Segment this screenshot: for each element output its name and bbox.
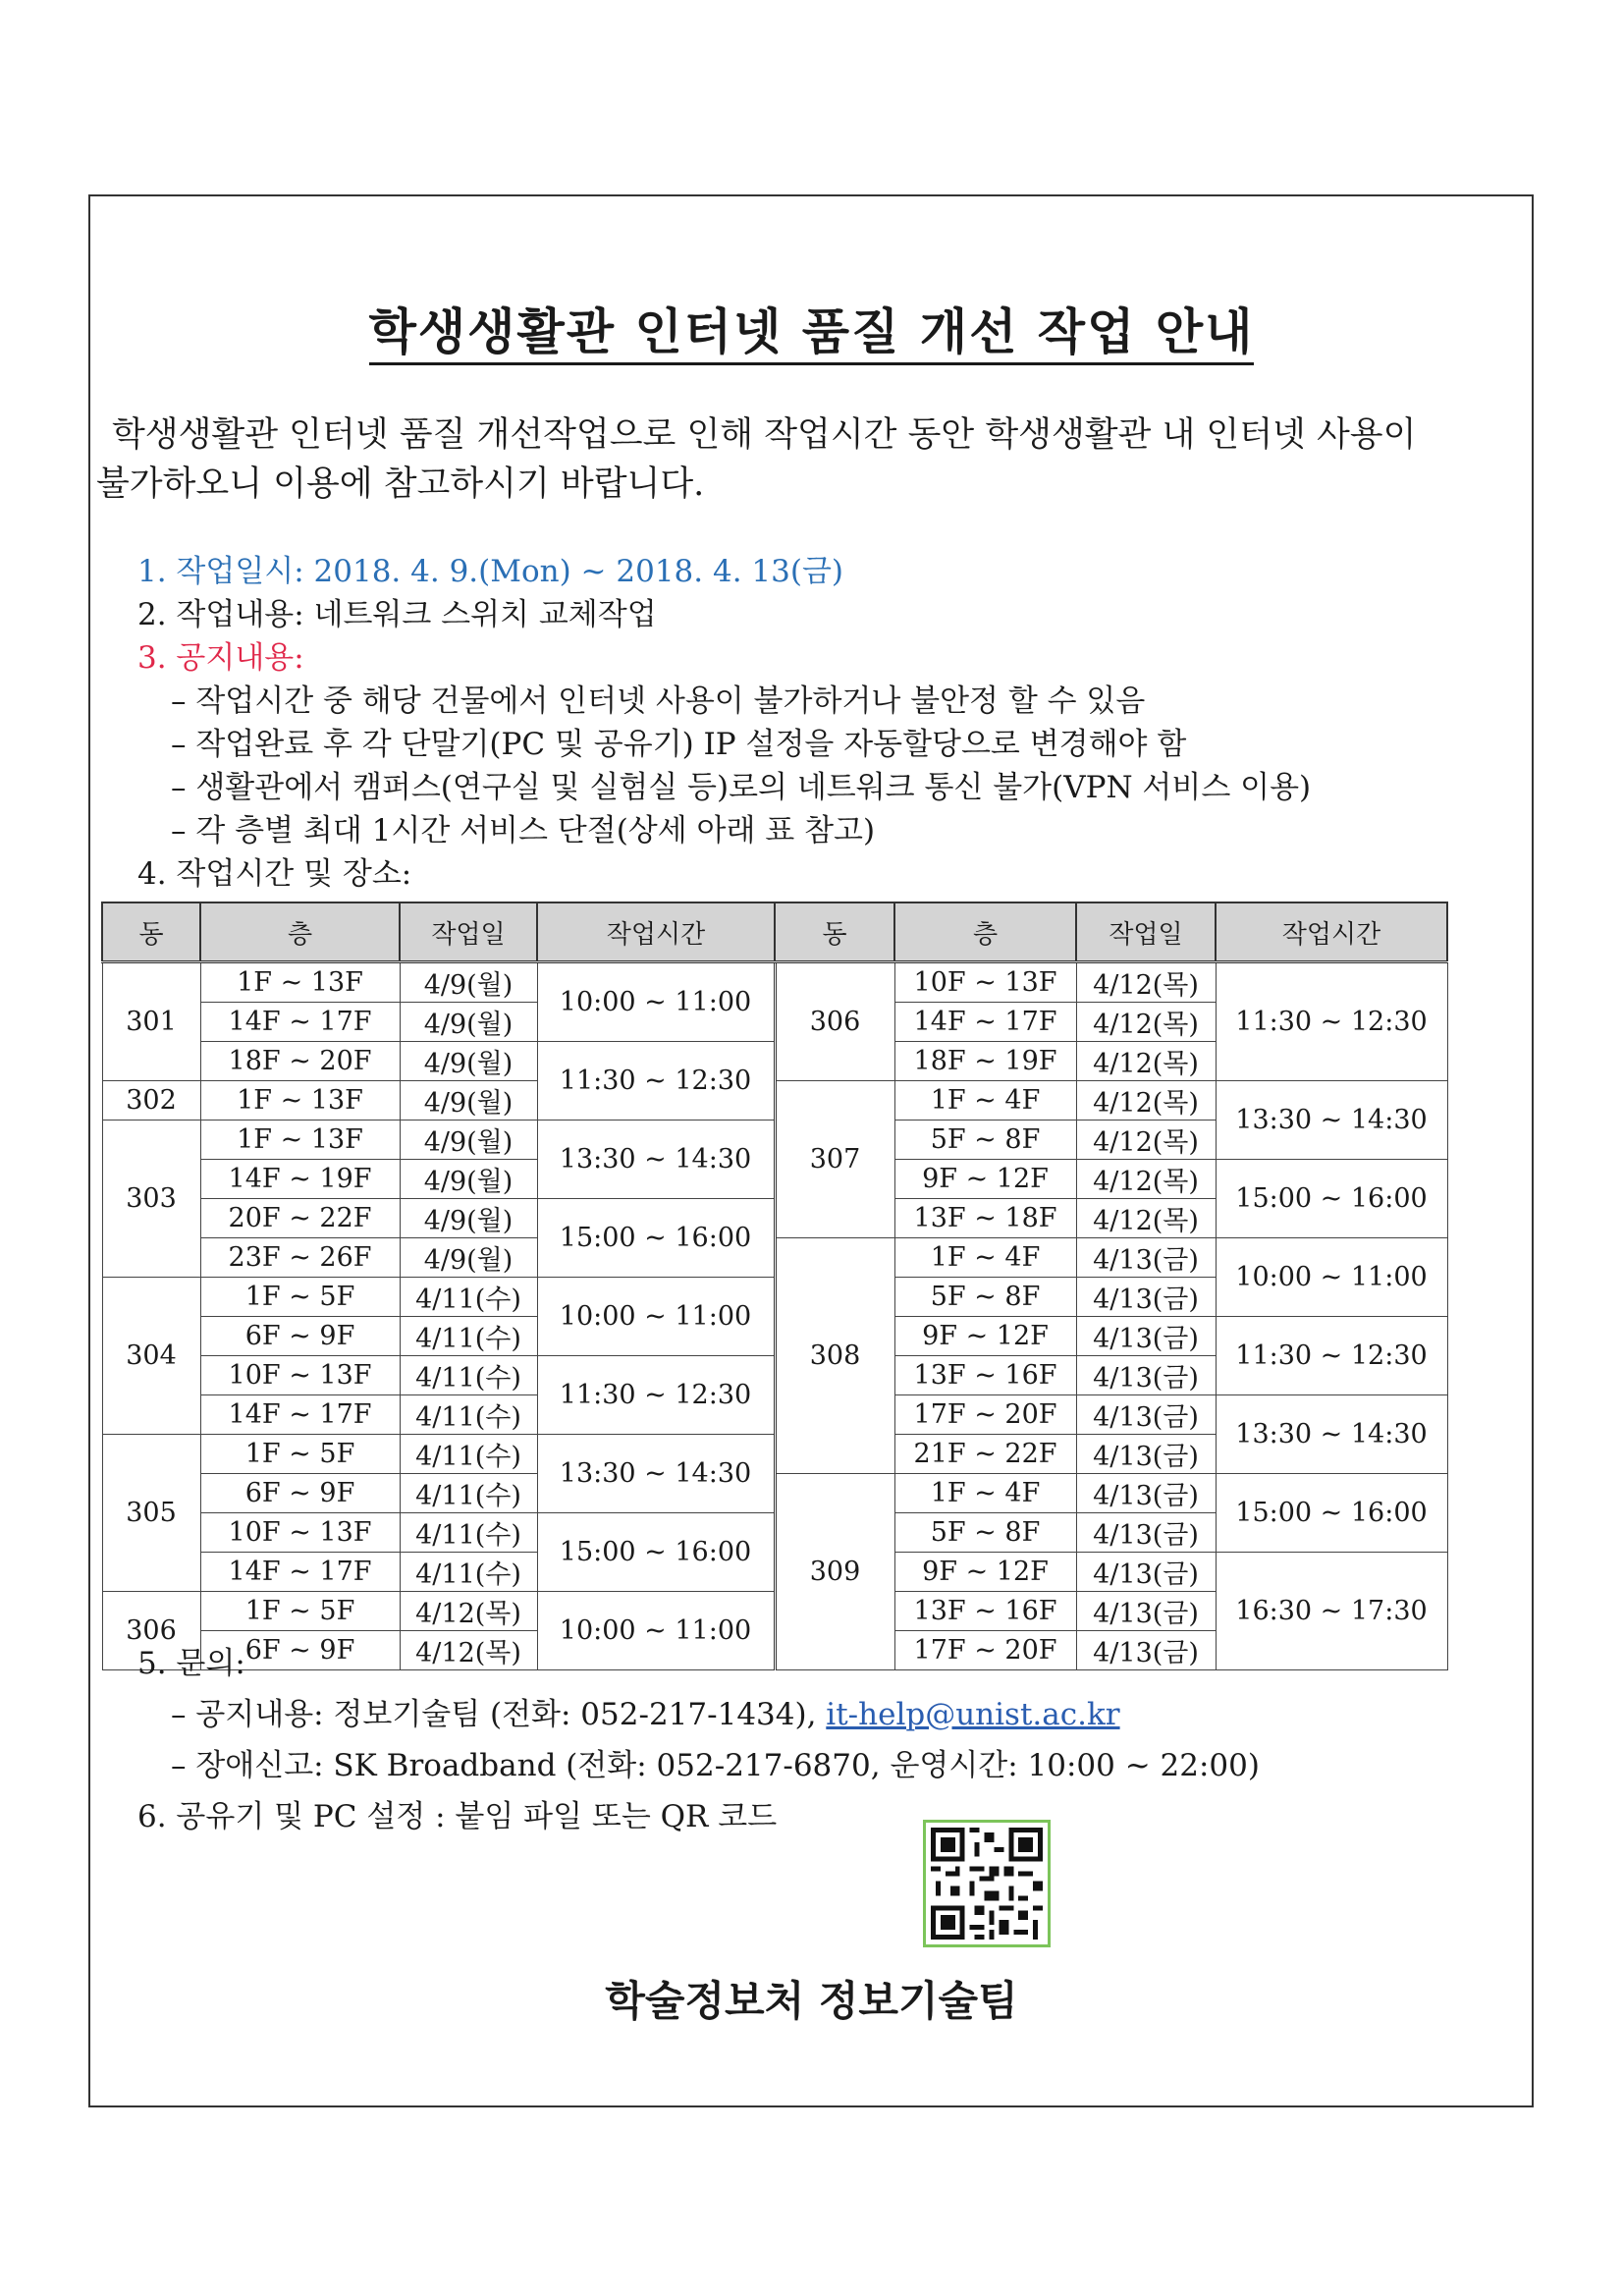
floor-cell: 9F ~ 12F xyxy=(894,1160,1076,1199)
date-cell: 4/11(수) xyxy=(400,1356,537,1395)
date-cell: 4/13(금) xyxy=(1076,1356,1216,1395)
intro-line-1: 학생생활관 인터넷 품질 개선작업으로 인해 작업시간 동안 학생생활관 내 인터넷 사용이 xyxy=(112,415,1417,455)
date-cell: 4/9(월) xyxy=(400,1003,537,1042)
floor-cell: 1F ~ 13F xyxy=(200,1081,400,1121)
floor-cell: 18F ~ 19F xyxy=(894,1042,1076,1081)
item-work-content-value: 네트워크 스위치 교체작업 xyxy=(313,597,657,632)
contact-section xyxy=(137,1638,1512,1842)
time-cell: 16:30 ~ 17:30 xyxy=(1216,1553,1447,1670)
floor-cell: 1F ~ 13F xyxy=(200,962,400,1003)
header-building: 동 xyxy=(775,902,894,962)
time-cell: 11:30 ~ 12:30 xyxy=(1216,962,1447,1081)
fault-contact: – 장애신고: SK Broadband (전화: 052-217-6870, 운영시간: 10:00 ~ 22:00) xyxy=(171,1748,1260,1783)
item-work-date xyxy=(137,550,1473,593)
time-cell: 11:30 ~ 12:30 xyxy=(537,1356,775,1435)
item-work-content-label: 2. 작업내용: xyxy=(137,597,304,632)
item-router-setup: 6. 공유기 및 PC 설정 : 붙임 파일 또는 QR 코드 xyxy=(137,1799,778,1834)
time-cell: 13:30 ~ 14:30 xyxy=(1216,1081,1447,1160)
time-cell: 13:30 ~ 14:30 xyxy=(537,1121,775,1199)
time-cell: 13:30 ~ 14:30 xyxy=(537,1435,775,1513)
date-cell: 4/13(금) xyxy=(1076,1474,1216,1513)
floor-cell: 20F ~ 22F xyxy=(200,1199,400,1238)
notice-contact xyxy=(137,1689,1512,1740)
floor-cell: 1F ~ 4F xyxy=(894,1238,1076,1278)
time-cell: 10:00 ~ 11:00 xyxy=(537,962,775,1042)
item-work-content xyxy=(137,593,1473,636)
time-cell: 11:30 ~ 12:30 xyxy=(1216,1317,1447,1395)
floor-cell: 14F ~ 17F xyxy=(200,1395,400,1435)
floor-cell: 14F ~ 17F xyxy=(200,1553,400,1592)
date-cell: 4/12(목) xyxy=(1076,1003,1216,1042)
header-date: 작업일 xyxy=(1076,902,1216,962)
time-cell: 15:00 ~ 16:00 xyxy=(1216,1160,1447,1238)
floor-cell: 13F ~ 16F xyxy=(894,1592,1076,1631)
header-time: 작업시간 xyxy=(537,902,775,962)
item-work-date-value: 2018. 4. 9.(Mon) ~ 2018. 4. 13(금) xyxy=(313,554,843,589)
floor-cell: 21F ~ 22F xyxy=(894,1435,1076,1474)
floor-cell: 14F ~ 17F xyxy=(894,1003,1076,1042)
building-cell: 306 xyxy=(102,1592,200,1670)
building-cell: 309 xyxy=(775,1474,894,1670)
building-cell: 304 xyxy=(102,1278,200,1435)
table-row xyxy=(102,1238,1447,1278)
date-cell: 4/13(금) xyxy=(1076,1278,1216,1317)
header-floor: 층 xyxy=(894,902,1076,962)
item-work-date-label: 1. 작업일시: xyxy=(137,554,304,589)
time-cell: 11:30 ~ 12:30 xyxy=(537,1042,775,1121)
date-cell: 4/9(월) xyxy=(400,1160,537,1199)
date-cell: 4/12(목) xyxy=(400,1592,537,1631)
intro-line-2: 불가하오니 이용에 참고하시기 바랍니다. xyxy=(96,465,705,504)
date-cell: 4/12(목) xyxy=(1076,962,1216,1003)
floor-cell: 1F ~ 5F xyxy=(200,1435,400,1474)
floor-cell: 10F ~ 13F xyxy=(894,962,1076,1003)
date-cell: 4/12(목) xyxy=(400,1631,537,1670)
date-cell: 4/11(수) xyxy=(400,1553,537,1592)
email-link[interactable]: it-help@unist.ac.kr xyxy=(826,1697,1120,1732)
floor-cell: 13F ~ 18F xyxy=(894,1199,1076,1238)
date-cell: 4/13(금) xyxy=(1076,1631,1216,1670)
footer-department: 학술정보처 정보기술팀 xyxy=(605,1977,1018,2025)
time-cell: 10:00 ~ 11:00 xyxy=(537,1592,775,1670)
date-cell: 4/11(수) xyxy=(400,1474,537,1513)
building-cell: 306 xyxy=(775,962,894,1081)
header-floor: 층 xyxy=(200,902,400,962)
date-cell: 4/12(목) xyxy=(1076,1199,1216,1238)
floor-cell: 5F ~ 8F xyxy=(894,1278,1076,1317)
time-cell: 15:00 ~ 16:00 xyxy=(537,1513,775,1592)
document-title: 학생생활관 인터넷 품질 개선 작업 안내 xyxy=(0,293,1623,363)
floor-cell: 6F ~ 9F xyxy=(200,1474,400,1513)
header-building: 동 xyxy=(102,902,200,962)
building-cell: 302 xyxy=(102,1081,200,1121)
building-cell: 301 xyxy=(102,962,200,1081)
floor-cell: 17F ~ 20F xyxy=(894,1631,1076,1670)
date-cell: 4/13(금) xyxy=(1076,1553,1216,1592)
date-cell: 4/13(금) xyxy=(1076,1395,1216,1435)
header-time: 작업시간 xyxy=(1216,902,1447,962)
date-cell: 4/11(수) xyxy=(400,1278,537,1317)
date-cell: 4/9(월) xyxy=(400,1199,537,1238)
date-cell: 4/9(월) xyxy=(400,962,537,1003)
table-header-row xyxy=(102,902,1447,962)
floor-cell: 5F ~ 8F xyxy=(894,1513,1076,1553)
notice-line: – 작업시간 중 해당 건물에서 인터넷 사용이 불가하거나 불안정 할 수 있음 xyxy=(171,683,1146,719)
building-cell: 303 xyxy=(102,1121,200,1278)
building-cell: 307 xyxy=(775,1081,894,1238)
floor-cell: 1F ~ 5F xyxy=(200,1592,400,1631)
date-cell: 4/13(금) xyxy=(1076,1317,1216,1356)
item-schedule-label: 4. 작업시간 및 장소: xyxy=(137,856,412,892)
item-inquiry-label: 5. 문의: xyxy=(137,1646,245,1681)
floor-cell: 17F ~ 20F xyxy=(894,1395,1076,1435)
floor-cell: 14F ~ 17F xyxy=(200,1003,400,1042)
notice-line: – 생활관에서 캠퍼스(연구실 및 실험실 등)로의 네트워크 통신 불가(VPN 서비스 이용) xyxy=(171,770,1312,805)
notice-items xyxy=(137,550,1473,896)
header-date: 작업일 xyxy=(400,902,537,962)
floor-cell: 1F ~ 4F xyxy=(894,1474,1076,1513)
time-cell: 10:00 ~ 11:00 xyxy=(1216,1238,1447,1317)
floor-cell: 6F ~ 9F xyxy=(200,1631,400,1670)
building-cell: 308 xyxy=(775,1238,894,1474)
floor-cell: 1F ~ 13F xyxy=(200,1121,400,1160)
item-notice-label: 3. 공지내용: xyxy=(137,640,304,676)
date-cell: 4/12(목) xyxy=(1076,1081,1216,1121)
date-cell: 4/12(목) xyxy=(1076,1160,1216,1199)
date-cell: 4/12(목) xyxy=(1076,1121,1216,1160)
floor-cell: 18F ~ 20F xyxy=(200,1042,400,1081)
time-cell: 15:00 ~ 16:00 xyxy=(537,1199,775,1278)
time-cell: 15:00 ~ 16:00 xyxy=(1216,1474,1447,1553)
notice-line: – 작업완료 후 각 단말기(PC 및 공유기) IP 설정을 자동할당으로 변경해야 함 xyxy=(171,727,1187,762)
date-cell: 4/12(목) xyxy=(1076,1042,1216,1081)
date-cell: 4/9(월) xyxy=(400,1238,537,1278)
floor-cell: 1F ~ 4F xyxy=(894,1081,1076,1121)
floor-cell: 14F ~ 19F xyxy=(200,1160,400,1199)
date-cell: 4/9(월) xyxy=(400,1121,537,1160)
notice-contact-text: – 공지내용: 정보기술팀 (전화: 052-217-1434), xyxy=(171,1697,817,1732)
time-cell: 10:00 ~ 11:00 xyxy=(537,1278,775,1356)
floor-cell: 5F ~ 8F xyxy=(894,1121,1076,1160)
notice-line: – 각 층별 최대 1시간 서비스 단절(상세 아래 표 참고) xyxy=(171,813,876,848)
date-cell: 4/9(월) xyxy=(400,1042,537,1081)
qr-code-icon[interactable] xyxy=(923,1820,1051,1947)
date-cell: 4/9(월) xyxy=(400,1081,537,1121)
date-cell: 4/13(금) xyxy=(1076,1435,1216,1474)
floor-cell: 13F ~ 16F xyxy=(894,1356,1076,1395)
time-cell: 13:30 ~ 14:30 xyxy=(1216,1395,1447,1474)
date-cell: 4/13(금) xyxy=(1076,1238,1216,1278)
floor-cell: 9F ~ 12F xyxy=(894,1317,1076,1356)
floor-cell: 6F ~ 9F xyxy=(200,1317,400,1356)
date-cell: 4/11(수) xyxy=(400,1317,537,1356)
date-cell: 4/11(수) xyxy=(400,1513,537,1553)
date-cell: 4/11(수) xyxy=(400,1395,537,1435)
intro-paragraph xyxy=(96,410,1520,509)
table-row xyxy=(102,1081,1447,1121)
table-row xyxy=(102,1474,1447,1513)
date-cell: 4/13(금) xyxy=(1076,1592,1216,1631)
floor-cell: 9F ~ 12F xyxy=(894,1553,1076,1592)
schedule-table xyxy=(101,902,1448,1670)
table-row xyxy=(102,962,1447,1003)
floor-cell: 1F ~ 5F xyxy=(200,1278,400,1317)
floor-cell: 10F ~ 13F xyxy=(200,1356,400,1395)
date-cell: 4/11(수) xyxy=(400,1435,537,1474)
date-cell: 4/13(금) xyxy=(1076,1513,1216,1553)
floor-cell: 23F ~ 26F xyxy=(200,1238,400,1278)
building-cell: 305 xyxy=(102,1435,200,1592)
floor-cell: 10F ~ 13F xyxy=(200,1513,400,1553)
